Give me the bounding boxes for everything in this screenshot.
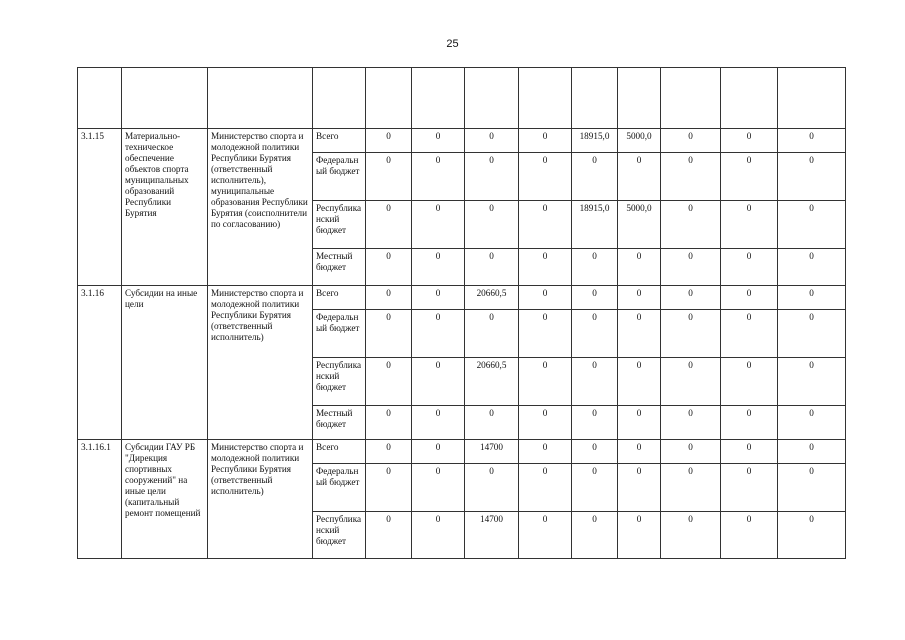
value-cell: 0 xyxy=(519,358,572,406)
funding-source: Федеральный бюджет xyxy=(313,464,366,512)
value-cell: 0 xyxy=(572,310,618,358)
value-cell: 0 xyxy=(412,310,465,358)
table-row xyxy=(78,129,846,153)
value-cell: 0 xyxy=(366,249,412,286)
value-cell: 0 xyxy=(618,512,661,559)
value-cell: 0 xyxy=(412,358,465,406)
value-cell: 0 xyxy=(519,249,572,286)
funding-source: Местный бюджет xyxy=(313,406,366,440)
funding-source: Всего xyxy=(313,129,366,153)
budget-table xyxy=(77,67,846,559)
value-cell: 0 xyxy=(721,464,778,512)
value-cell: 0 xyxy=(661,440,721,464)
value-cell: 0 xyxy=(412,406,465,440)
value-cell: 5000,0 xyxy=(618,201,661,249)
value-cell: 0 xyxy=(778,440,846,464)
value-cell: 0 xyxy=(721,153,778,201)
value-cell: 0 xyxy=(412,464,465,512)
value-cell: 0 xyxy=(366,201,412,249)
value-cell: 0 xyxy=(618,406,661,440)
value-cell: 20660,5 xyxy=(465,358,519,406)
funding-source: Местный бюджет xyxy=(313,249,366,286)
value-cell: 0 xyxy=(721,249,778,286)
value-cell: 0 xyxy=(721,201,778,249)
item-code: 3.1.15 xyxy=(78,129,122,286)
value-cell: 0 xyxy=(721,286,778,310)
value-cell: 0 xyxy=(366,406,412,440)
funding-source: Республиканский бюджет xyxy=(313,358,366,406)
value-cell: 0 xyxy=(465,464,519,512)
funding-source: Республиканский бюджет xyxy=(313,512,366,559)
value-cell: 0 xyxy=(778,358,846,406)
item-name: Субсидии на иные цели xyxy=(122,286,208,440)
value-cell: 0 xyxy=(366,464,412,512)
value-cell: 0 xyxy=(618,440,661,464)
value-cell: 0 xyxy=(519,440,572,464)
value-cell: 0 xyxy=(572,358,618,406)
value-cell: 0 xyxy=(778,249,846,286)
value-cell: 0 xyxy=(618,153,661,201)
value-cell: 0 xyxy=(519,310,572,358)
value-cell: 0 xyxy=(465,406,519,440)
value-cell: 0 xyxy=(618,249,661,286)
value-cell: 0 xyxy=(519,153,572,201)
item-code: 3.1.16.1 xyxy=(78,440,122,559)
value-cell: 0 xyxy=(778,286,846,310)
value-cell: 0 xyxy=(572,440,618,464)
value-cell: 0 xyxy=(778,512,846,559)
value-cell: 20660,5 xyxy=(465,286,519,310)
value-cell: 0 xyxy=(412,440,465,464)
value-cell: 0 xyxy=(519,201,572,249)
item-executor: Министерство спорта и молодежной политики Республики Бурятия (ответственный исполнитель) xyxy=(208,286,313,440)
value-cell: 0 xyxy=(366,440,412,464)
value-cell: 0 xyxy=(465,201,519,249)
value-cell: 0 xyxy=(572,249,618,286)
value-cell: 0 xyxy=(519,286,572,310)
value-cell: 0 xyxy=(661,464,721,512)
table-row xyxy=(78,440,846,464)
funding-source: Всего xyxy=(313,440,366,464)
value-cell: 0 xyxy=(778,406,846,440)
item-name: Субсидии ГАУ РБ "Дирекция спортивных сооружений" на иные цели (капитальный ремонт помещений xyxy=(122,440,208,559)
item-executor: Министерство спорта и молодежной политики Республики Бурятия (ответственный исполнитель), муниципальные образования Республики Бурятия (соисполнители по согласованию) xyxy=(208,129,313,286)
value-cell: 0 xyxy=(721,129,778,153)
value-cell: 0 xyxy=(661,249,721,286)
value-cell: 0 xyxy=(412,201,465,249)
page-number: 25 xyxy=(446,38,459,50)
funding-source: Республиканский бюджет xyxy=(313,201,366,249)
value-cell: 18915,0 xyxy=(572,201,618,249)
value-cell: 0 xyxy=(721,512,778,559)
funding-source: Федеральный бюджет xyxy=(313,153,366,201)
value-cell: 0 xyxy=(618,286,661,310)
funding-source: Всего xyxy=(313,286,366,310)
value-cell: 0 xyxy=(721,440,778,464)
value-cell: 0 xyxy=(412,129,465,153)
value-cell: 0 xyxy=(412,249,465,286)
value-cell: 0 xyxy=(721,358,778,406)
value-cell: 0 xyxy=(412,286,465,310)
value-cell: 0 xyxy=(778,129,846,153)
value-cell: 0 xyxy=(778,201,846,249)
value-cell: 0 xyxy=(366,512,412,559)
value-cell: 0 xyxy=(661,406,721,440)
value-cell: 0 xyxy=(366,153,412,201)
value-cell: 0 xyxy=(366,286,412,310)
value-cell: 0 xyxy=(778,153,846,201)
item-name: Материально-техническое обеспечение объектов спорта муниципальных образований Республики Бурятия xyxy=(122,129,208,286)
value-cell: 0 xyxy=(465,129,519,153)
value-cell: 0 xyxy=(465,249,519,286)
item-code: 3.1.16 xyxy=(78,286,122,440)
value-cell: 0 xyxy=(661,310,721,358)
value-cell: 0 xyxy=(661,201,721,249)
value-cell: 5000,0 xyxy=(618,129,661,153)
value-cell: 0 xyxy=(572,464,618,512)
value-cell: 0 xyxy=(465,153,519,201)
value-cell: 0 xyxy=(618,310,661,358)
value-cell: 0 xyxy=(572,512,618,559)
value-cell: 0 xyxy=(572,153,618,201)
value-cell: 18915,0 xyxy=(572,129,618,153)
value-cell: 0 xyxy=(465,310,519,358)
value-cell: 0 xyxy=(412,153,465,201)
value-cell: 14700 xyxy=(465,440,519,464)
value-cell: 0 xyxy=(721,310,778,358)
value-cell: 0 xyxy=(572,406,618,440)
value-cell: 0 xyxy=(412,512,465,559)
value-cell: 0 xyxy=(778,464,846,512)
item-executor: Министерство спорта и молодежной политики Республики Бурятия (ответственный исполнитель) xyxy=(208,440,313,559)
value-cell: 0 xyxy=(366,310,412,358)
table-row xyxy=(78,286,846,310)
value-cell: 0 xyxy=(519,129,572,153)
value-cell: 0 xyxy=(572,286,618,310)
value-cell: 0 xyxy=(618,464,661,512)
header-row xyxy=(78,68,846,129)
value-cell: 0 xyxy=(661,129,721,153)
value-cell: 0 xyxy=(661,512,721,559)
value-cell: 0 xyxy=(661,153,721,201)
value-cell: 0 xyxy=(519,406,572,440)
value-cell: 14700 xyxy=(465,512,519,559)
funding-source: Федеральный бюджет xyxy=(313,310,366,358)
value-cell: 0 xyxy=(519,512,572,559)
value-cell: 0 xyxy=(519,464,572,512)
value-cell: 0 xyxy=(661,358,721,406)
value-cell: 0 xyxy=(778,310,846,358)
value-cell: 0 xyxy=(366,129,412,153)
value-cell: 0 xyxy=(721,406,778,440)
value-cell: 0 xyxy=(661,286,721,310)
value-cell: 0 xyxy=(366,358,412,406)
value-cell: 0 xyxy=(618,358,661,406)
